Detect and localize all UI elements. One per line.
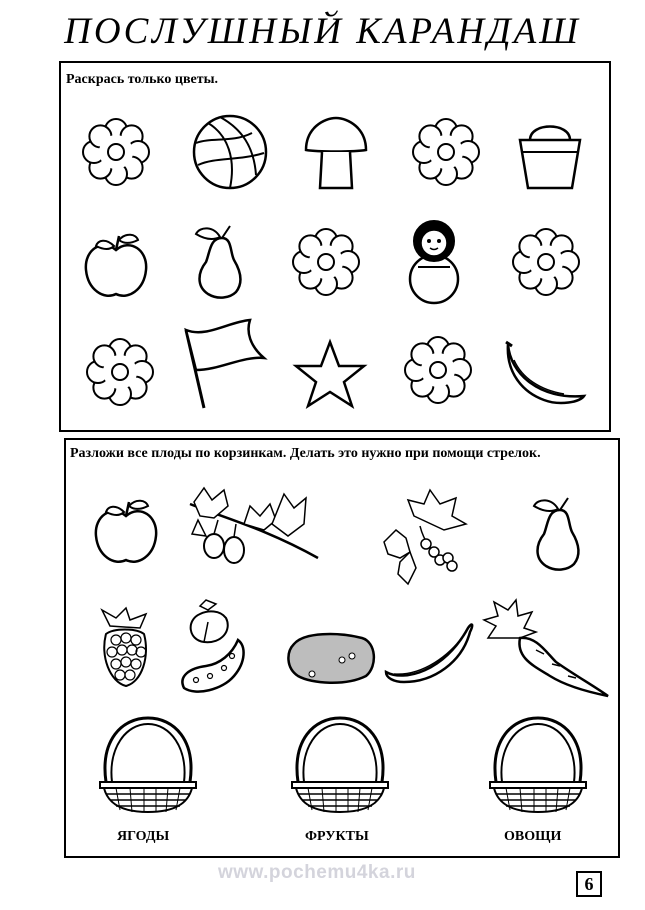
task1-instruction: Раскрась только цветы. <box>66 72 219 87</box>
flower-icon[interactable] <box>76 112 156 192</box>
page-title: ПОСЛУШНЫЙ КАРАНДАШ <box>64 11 581 52</box>
currant-icon[interactable] <box>380 486 476 590</box>
flower-icon[interactable] <box>398 330 478 410</box>
apple-icon[interactable] <box>88 494 164 568</box>
page-number: 6 <box>576 871 602 897</box>
doll-icon[interactable] <box>404 217 464 307</box>
banana-icon[interactable] <box>382 620 476 686</box>
basket-icon[interactable] <box>96 712 200 816</box>
flag-icon[interactable] <box>180 318 266 412</box>
footer-url[interactable]: www.pochemu4ka.ru <box>218 862 416 883</box>
banana-icon[interactable] <box>500 340 590 410</box>
pear-icon[interactable] <box>186 220 256 304</box>
raspberry-icon[interactable] <box>96 606 156 690</box>
basket-label-berries: ЯГОДЫ <box>117 829 170 844</box>
bucket-icon[interactable] <box>516 116 584 192</box>
flower-icon[interactable] <box>80 332 160 412</box>
gooseberry-icon[interactable] <box>184 484 324 580</box>
potato-icon[interactable] <box>286 630 378 686</box>
cucumber-icon[interactable] <box>176 596 252 700</box>
carrot-icon[interactable] <box>476 598 612 700</box>
pear-icon[interactable] <box>526 494 596 578</box>
basket-label-fruits: ФРУКТЫ <box>305 829 369 844</box>
basket-icon[interactable] <box>288 712 392 816</box>
task2-instruction: Разложи все плоды по корзинкам. Делать это нужно при помощи стрелок. <box>70 446 541 461</box>
flower-icon[interactable] <box>286 222 366 302</box>
basket-label-vegetables: ОВОЩИ <box>504 829 562 844</box>
ball-icon[interactable] <box>192 113 272 193</box>
basket-icon[interactable] <box>486 712 590 816</box>
flower-icon[interactable] <box>406 112 486 192</box>
star-icon[interactable] <box>294 340 366 408</box>
mushroom-icon[interactable] <box>302 116 370 194</box>
apple-icon[interactable] <box>76 226 156 306</box>
flower-icon[interactable] <box>506 222 586 302</box>
